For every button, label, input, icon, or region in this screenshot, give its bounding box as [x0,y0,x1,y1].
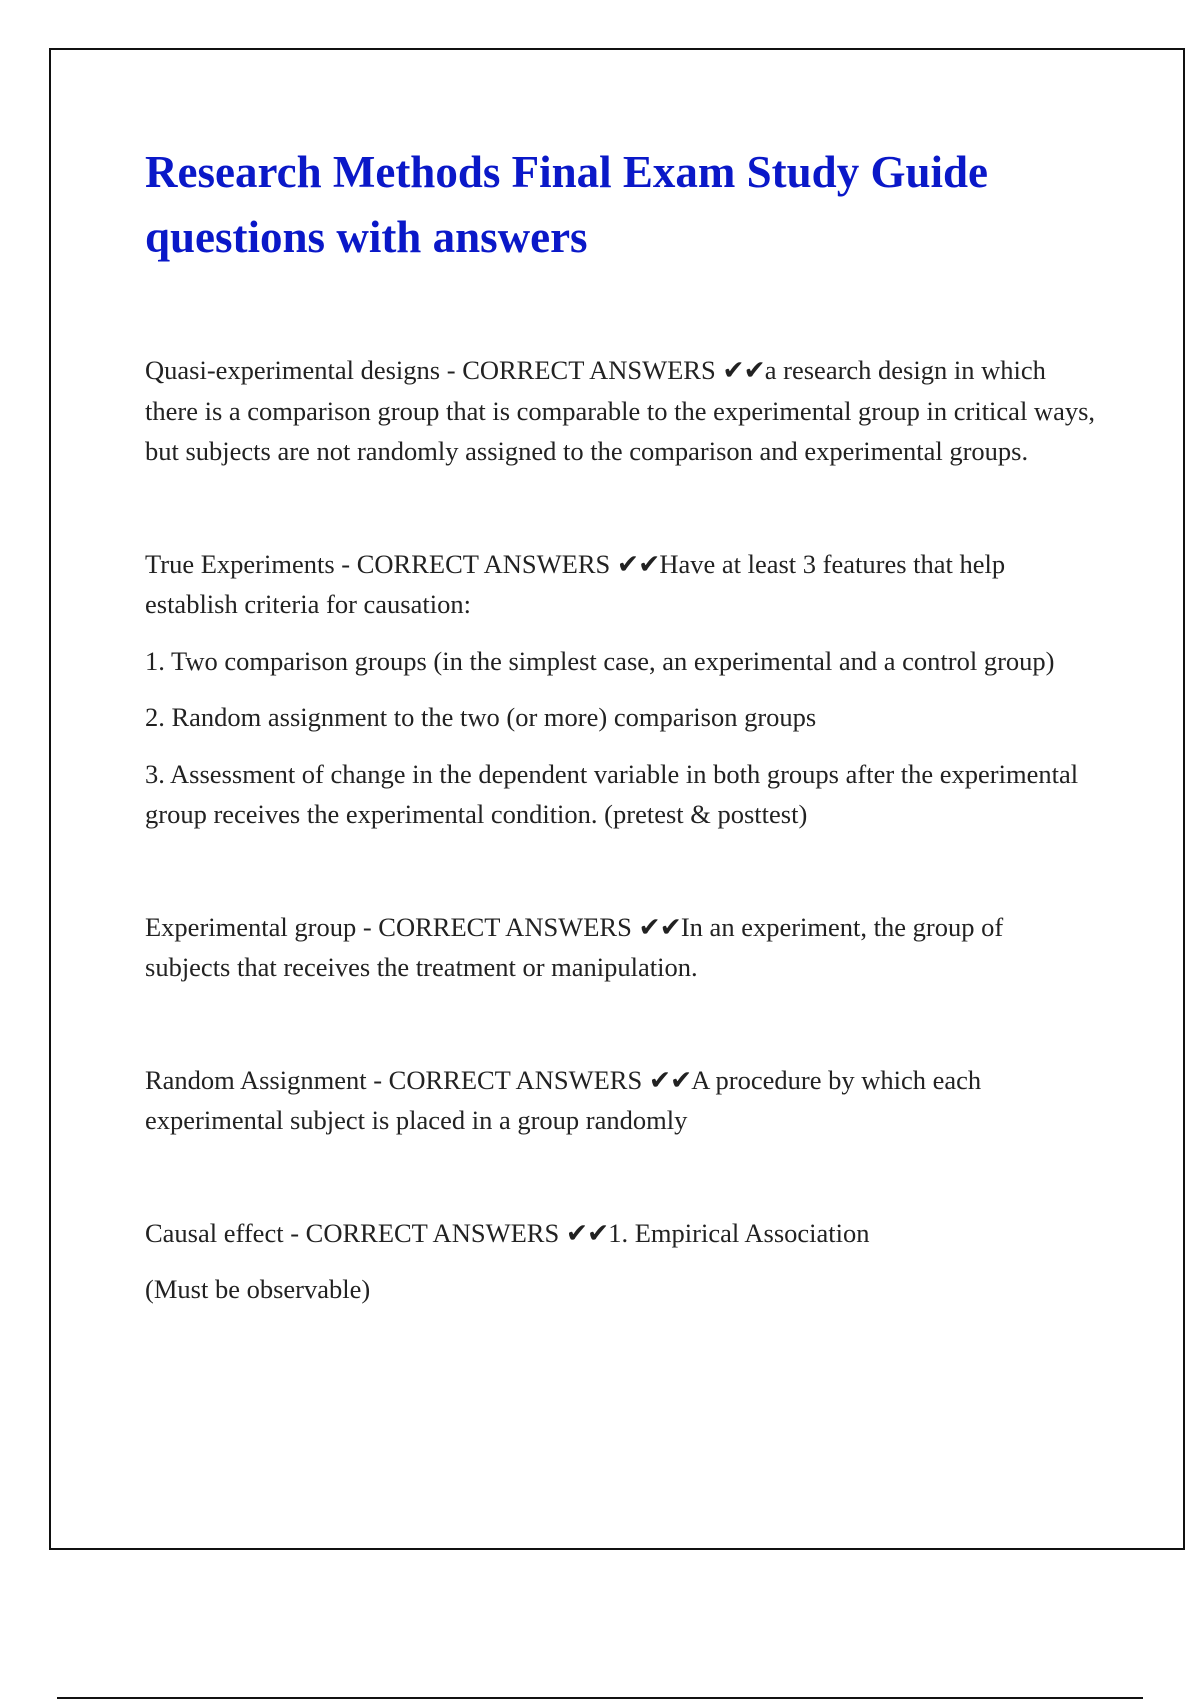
qa-answer-text: a research design in which there is a comparison group that is comparable to the experimental group in critical ways, but subjects are not randomly assigned to the comparison and experimental groups. [145,355,1096,466]
double-check-icon: ✔✔ [565,1217,609,1248]
qa-answer-line: 3. Assessment of change in the dependent variable in both groups after the experimental group receives the experimental condition. (pretest & posttest) [145,758,1079,829]
document-content [145,140,1095,1382]
qa-answer-text: A procedure by which each experimental subject is placed in a group randomly [145,1064,982,1135]
qa-question-line: Experimental group - CORRECT ANSWERS ✔✔In an experiment, the group of subjects that receives the treatment or manipulation. [145,911,1004,982]
qa-answer-line: 2. Random assignment to the two (or more) comparison groups [145,702,817,732]
qa-question-line: Quasi-experimental designs - CORRECT ANSWERS ✔✔a research design in which there is a comparison group that is comparable to the experimental group in critical ways, but subjects are not randomly assigned to the comparison and experimental groups. [145,355,1096,466]
answer-tag: CORRECT ANSWERS [378,911,632,942]
qa-answer-text: In an experiment, the group of subjects that receives the treatment or manipulation. [145,911,1004,982]
qa-term: True Experiments [145,548,335,579]
qa-answer-line: 1. Two comparison groups (in the simplest case, an experimental and a control group) [145,645,1055,676]
page-bottom-divider [57,1697,1143,1699]
double-check-icon: ✔✔ [722,355,765,385]
qa-answer-text: 1. Empirical Association [608,1217,870,1248]
answer-tag: CORRECT ANSWERS [356,548,611,579]
qa-entry-experimental-group [145,907,1095,988]
answer-tag: CORRECT ANSWERS [388,1064,643,1095]
qa-question-line: True Experiments - CORRECT ANSWERS ✔✔Have at least 3 features that help establish criteria for causation: [145,548,1006,619]
qa-term: Quasi-experimental designs [145,355,441,385]
double-check-icon: ✔✔ [638,911,681,942]
qa-answer-text: Have at least 3 features that help establish criteria for causation: [145,548,1006,619]
qa-entry-causal-effect [145,1213,1095,1310]
qa-term: Causal effect [145,1217,284,1248]
double-check-icon: ✔✔ [648,1064,692,1095]
qa-answer-line: (Must be observable) [145,1274,371,1304]
qa-question-line: Causal effect - CORRECT ANSWERS ✔✔1. Empirical Association [145,1217,870,1248]
answer-tag: CORRECT ANSWERS [462,355,716,385]
double-check-icon: ✔✔ [616,548,660,579]
qa-question-line: Random Assignment - CORRECT ANSWERS ✔✔A procedure by which each experimental subject is placed in a group randomly [145,1064,982,1135]
qa-entry-quasi-experimental [145,350,1095,472]
qa-entry-random-assignment [145,1060,1095,1141]
qa-entry-true-experiments [145,544,1095,835]
answer-tag: CORRECT ANSWERS [305,1217,560,1248]
qa-term: Random Assignment [145,1064,367,1095]
document-title: Research Methods Final Exam Study Guide questions with answers [145,147,988,262]
qa-term: Experimental group [145,911,357,942]
